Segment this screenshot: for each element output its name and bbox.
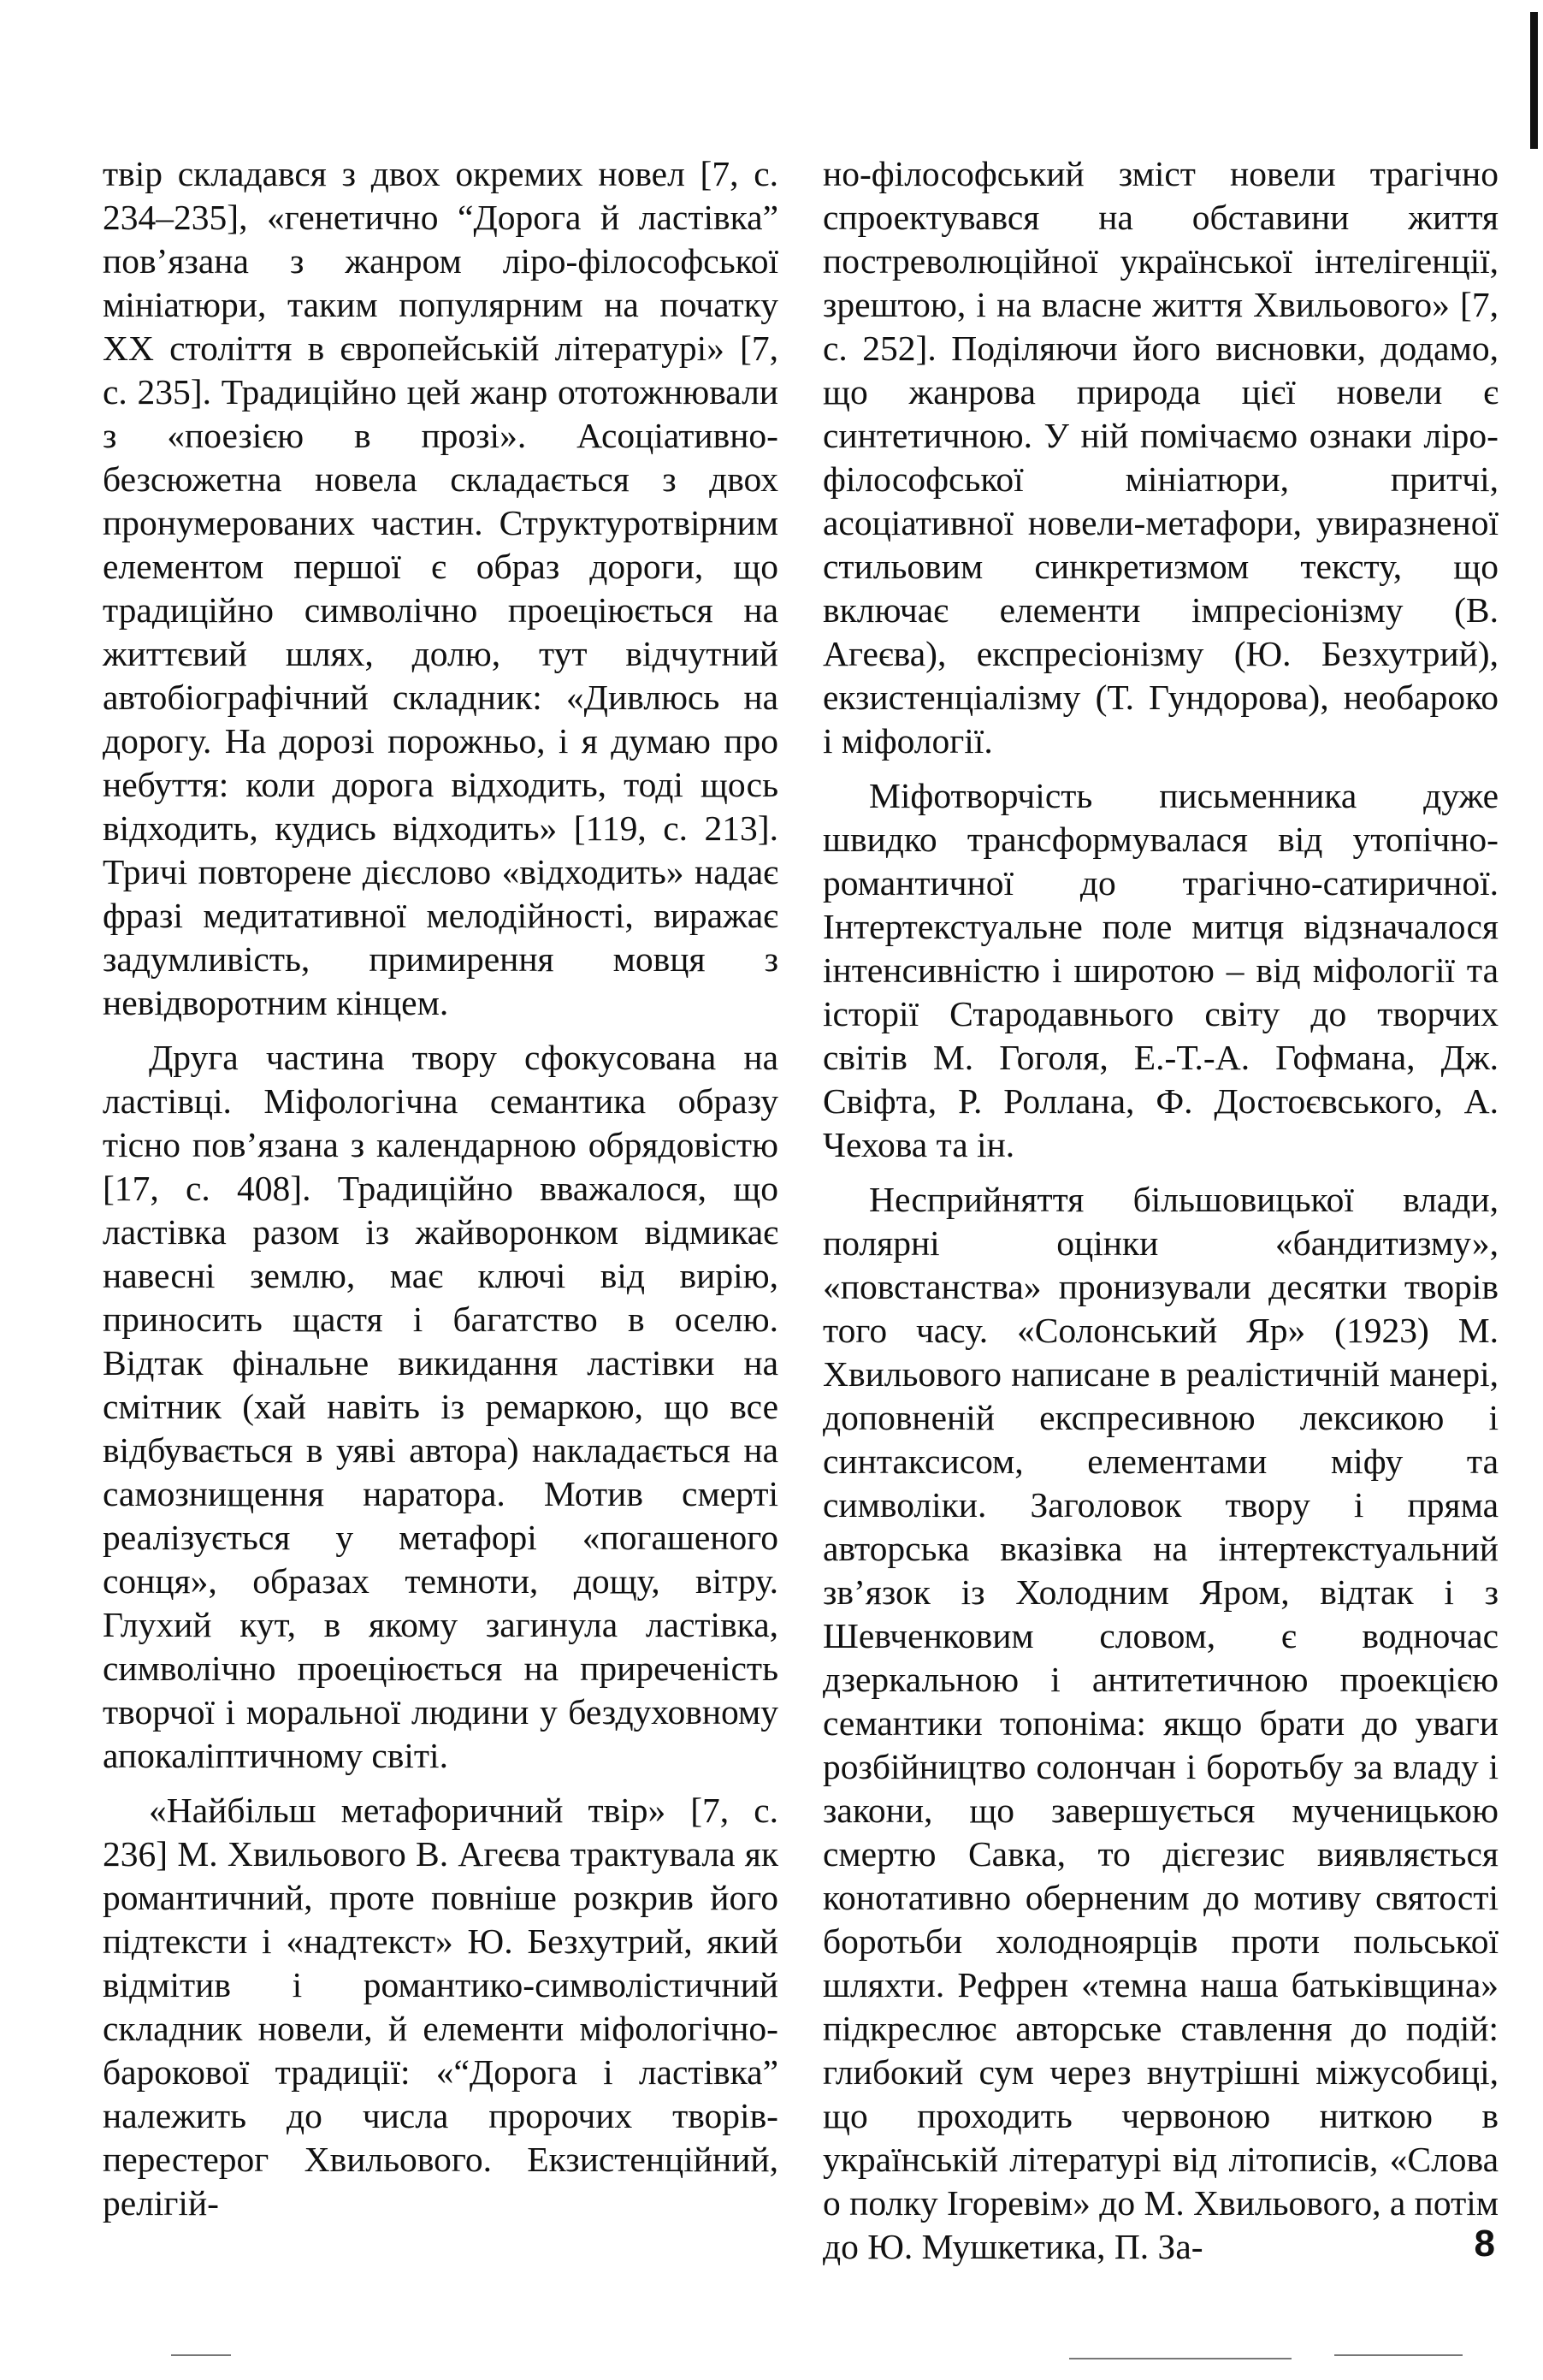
paragraph: но-філософський зміст новели трагічно спроектувався на обставини життя постреволюційної української інтелігенції, зрештою, і на власне життя Хвильового» [7, с. 252]. Поділяючи його висновки, додамо, що жанрова природа цієї новели є синтетичною. У ній помічаємо ознаки ліро-філософської мініатюри, притчі, асоціативної новели-метафори, увиразненої стильовим синкретизмом тексту, що включає елементи імпресіонізму (В. Агеєва), експресіонізму (Ю. Безхутрий), екзистенціалізму (Т. Гундорова), необароко і міфології. xyxy=(823,154,1499,761)
footer-rule xyxy=(1334,2354,1463,2356)
paragraph: Друга частина твору сфокусована на ластівці. Міфологічна семантика образу тісно пов’язана з календарною обрядовістю [17, с. 408]. Традиційно вважалося, що ластівка разом із жайворонком відмикає навесні землю, має ключі від вирію, приносить щастя і багатство в оселю. Відтак фінальне викидання ластівки на смітник (хай навіть із ремаркою, що все відбувається в уяві автора) накладається на самознищення наратора. Мотив смерті реалізується у метафорі «погашеного сонця», образах темноти, дощу, вітру. Глухий кут, в якому загинула ластівка, символічно проеціюється на приреченість творчої і моральної людини у бездуховному апокаліптичному світі. xyxy=(103,1038,778,1775)
paragraph: Несприйняття більшовицької влади, полярні оцінки «бандитизму», «повстанства» пронизували десятки творів того часу. «Солонський Яр» (1923) М. Хвильового написане в реалістичній манері, доповненій експресивною лексикою і синтаксисом, елементами міфу та символіки. Заголовок твору і пряма авторська вказівка на інтертекстуальний зв’язок із Холодним Яром, відтак і з Шевченковим словом, є водночас дзеркальною і антитетичною проекцією семантики топоніма: якщо брати до уваги розбійництво солончан і боротьбу за владу і закони, що завершується мученицькою смертю Савка, то дієгезис виявляється конотативно оберненим до мотиву святості боротьби холодноярців проти польської шляхти. Рефрен «темна наша батьківщина» підкреслює авторське ставлення до подій: глибокий сум через внутрішні міжусобиці, що проходить червоною ниткою в українській літературі від літописів, «Слова о полку Ігоревім» до М. Хвильового, а потім до Ю. Мушкетика, П. За- xyxy=(823,1180,1499,2266)
paragraph: Міфотворчість письменника дуже швидко трансформувалася від утопічно-романтичної до трагічно-сатиричної. Інтертекстуальне поле митця відзначалося інтенсивністю і широтою – від міфології та історії Стародавнього світу до творчих світів М. Гоголя, Е.-Т.-А. Гофмана, Дж. Свіфта, Р. Роллана, Ф. Достоєвського, А. Чехова та ін. xyxy=(823,776,1499,1164)
paragraph: твір складався з двох окремих новел [7, с. 234–235], «генетично “Дорога й ластівка” пов’язана з жанром ліро-філософської мініатюри, таким популярним на початку XX століття в європейській літературі» [7, с. 235]. Традиційно цей жанр ототожнювали з «поезією в прозі». Асоціативно-безсюжетна новела складається з двох пронумерованих частин. Структуротвірним елементом першої є образ дороги, що традиційно символічно проеціюється на життєвий шлях, долю, тут відчутний автобіографічний складник: «Дивлюсь на дорогу. На дорозі порожньо, і я думаю про небуття: коли дорога відходить, тоді щось відходить, кудись відходить» [119, с. 213]. Тричі повторене дієслово «відходить» надає фразі медитативної мелодійності, виражає задумливість, примирення мовця з невідворотним кінцем. xyxy=(103,154,778,1022)
footer-rule xyxy=(1069,2358,1292,2359)
footer-rule xyxy=(171,2354,231,2356)
paragraph: «Найбільш метафоричний твір» [7, с. 236] М. Хвильового В. Агеєва трактувала як романтичний, проте повніше розкрив його підтексти і «надтекст» Ю. Безхутрий, який відмітив і романтико-символістичний складник новели, й елементи міфологічно-барокової традиції: «“Дорога і ластівка” належить до числа пророчих творів-перестерог Хвильового. Екзистенційний, релігій- xyxy=(103,1791,778,2223)
right-column xyxy=(823,152,1499,2280)
page-edge-mark xyxy=(1530,12,1538,149)
left-column xyxy=(103,152,778,2236)
page-number: 8 xyxy=(1474,2223,1495,2265)
